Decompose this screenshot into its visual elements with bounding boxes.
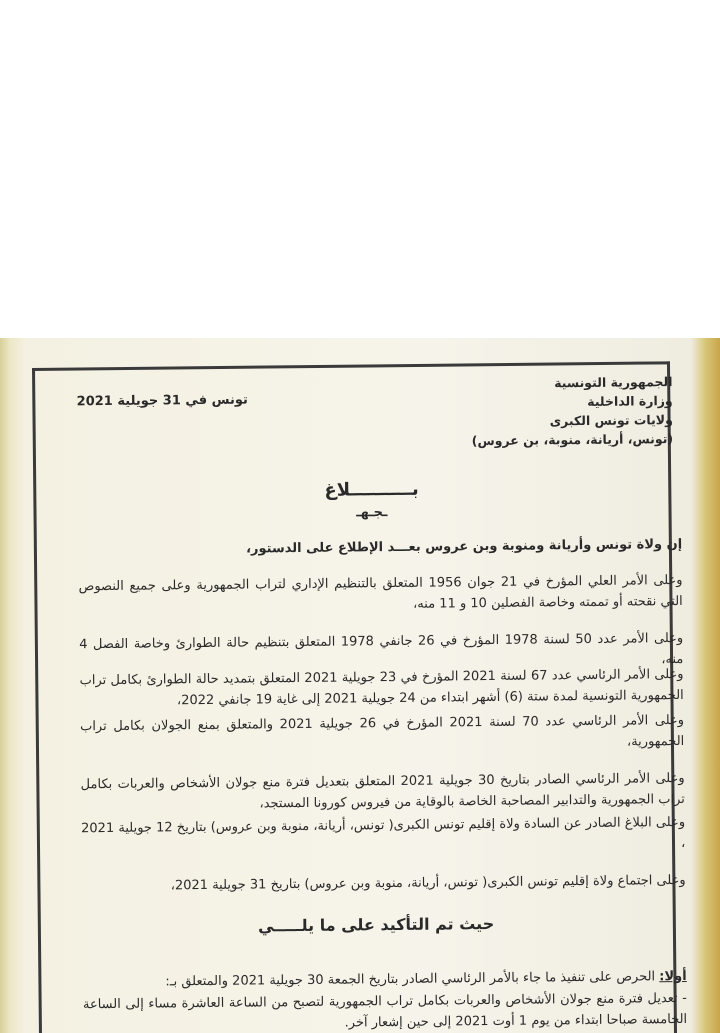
paragraph-6: وعلى البلاغ الصادر عن السادة ولاة إقليم تونس الكبرى( تونس، أريانة، منوبة وبن عروس) بتاريخ 12 جويلية 2021 ،	[81, 814, 686, 852]
section-1-label: أولا:	[659, 968, 687, 985]
paragraph-4: وعلى الأمر الرئاسي عدد 70 لسنة 2021 المؤرخ في 26 جويلية 2021 والمتعلق بمنع الجولان بكامل تراب الجمهورية،	[79, 712, 685, 750]
intro-paragraph: إن ولاة تونس وأريانة ومنوبة وبن عروس بعـــد الإطلاع على الدستور،	[245, 536, 683, 557]
section-heading: حيث تم التأكيد على ما يلـــــي	[257, 913, 495, 936]
letterhead-republic: الجمهورية التونسية	[554, 374, 673, 391]
title-ornament: ـجـهـ	[356, 505, 388, 521]
section-1-text: الحرص على تنفيذ ما جاء بالأمر الرئاسي الصادر بتاريخ الجمعة 30 جويلية 2021 والمتعلق بـ:	[165, 969, 660, 990]
letterhead	[471, 372, 673, 450]
document-title: بــــــــــلاغ	[324, 478, 419, 501]
paragraph-1: وعلى الأمر العلي المؤرخ في 21 جوان 1956 المتعلق بالتنظيم الإداري لتراب الجمهورية وعلى جميع النصوص التي نقحته أو تممته وخاصة الفصلين 10 و 11 منه،	[78, 572, 683, 612]
letterhead-governorate-list: (تونس، أريانة، منوبة، بن عروس)	[471, 431, 674, 449]
paragraph-7: وعلى اجتماع ولاة إقليم تونس الكبرى( تونس، أريانة، منوبة وبن عروس) بتاريخ 31 جويلية 2021،	[170, 872, 686, 894]
blank-area	[0, 0, 720, 338]
letterhead-governorates: ولايات تونس الكبرى	[549, 412, 673, 429]
paragraph-2: وعلى الأمر عدد 50 لسنة 1978 المؤرخ في 26 جانفي 1978 المتعلق بتنظيم حالة الطوارئ وخاصة الفصل 4 منه،	[79, 630, 684, 668]
letterhead-ministry: وزارة الداخلية	[587, 393, 673, 409]
document-page	[0, 338, 720, 1033]
paragraph-3: وعلى الأمر الرئاسي عدد 67 لسنة 2021 المؤرخ في 23 جويلية 2021 المتعلق بتمديد حالة الطوارئ بكامل تراب الجمهورية التونسية لمدة ستة (6) أشهر ابتداء من 24 جويلية 2021 إلى غاية 19 جانفي 2022،	[79, 666, 684, 709]
document-content	[60, 338, 687, 1033]
section-1-item: - تعديل فترة منع جولان الأشخاص والعربات بكامل تراب الجمهورية لتصبح من الساعة العاشرة مساء إلى الساعة الخامسة صباحا ابتداء من يوم 1 أوت 2021 إلى حين إشعار آخر.	[82, 990, 688, 1031]
paragraph-5: وعلى الأمر الرئاسي الصادر بتاريخ 30 جويلية 2021 المتعلق بتعديل فترة منع جولان الأشخاص والعربات بكامل تراب الجمهورية والتدابير المصاحبة الخاصة بالوقاية من فيروس كورونا المستجد،	[80, 770, 685, 812]
document-date: تونس في 31 جويلية 2021	[76, 392, 248, 410]
